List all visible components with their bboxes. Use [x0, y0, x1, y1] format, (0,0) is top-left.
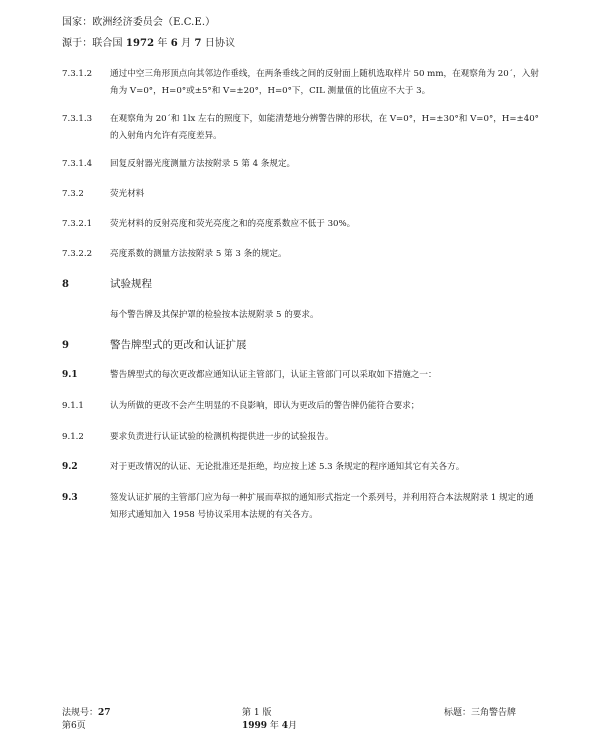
- header-source: 源于：联合国 1972 年 6 月 7 日协议: [62, 38, 236, 49]
- clause-text: 对于更改情况的认证、无论批准还是拒绝，均应按上述 5.3 条规定的程序通知其它有关各方。: [110, 462, 465, 472]
- clause-number: 9.3: [62, 493, 78, 503]
- header-country: 国家：欧洲经济委员会（E.C.E.）: [62, 17, 216, 28]
- clause-text: 签发认证扩展的主管部门应为每一种扩展而草拟的通知形式指定一个系列号，并利用符合本法规附录 1 规定的通知形式通知加入 1958 号协议采用本法规的有关各方。: [110, 493, 534, 520]
- clause-7-3-2-2: [62, 246, 542, 263]
- clause-text: 通过中空三角形顶点向其邻边作垂线，在两条垂线之间的反射面上随机选取样片 50 mm，在观察角为 20´，入射角为 V=0°，H=0°或±5°和 V=±20°，H=0°下，CIL 测量值的比值应不大于 3。: [110, 69, 539, 96]
- section-number: 9: [62, 340, 69, 351]
- clause-text: 在观察角为 20´和 1lx 左右的照度下，如能清楚地分辨警告牌的形状，在 V=0°，H=±30°和 V=0°，H=±40°的入射角内允许有亮度差异。: [110, 114, 539, 141]
- clause-text: 认为所做的更改不会产生明显的不良影响，即认为更改后的警告牌仍能符合要求；: [110, 401, 420, 411]
- clause-text: 亮度系数的测量方法按附录 5 第 3 条的规定。: [110, 249, 287, 259]
- section-number: 8: [62, 279, 69, 290]
- clause-number: 9.1: [62, 370, 78, 380]
- clause-number: 9.1.2: [62, 432, 84, 442]
- clause-number: 7.3.2: [62, 189, 84, 199]
- clause-text: 警告牌型式的每次更改都应通知认证主管部门，认证主管部门可以采取如下措施之一：: [110, 370, 437, 380]
- footer-edition: 第 1 版: [242, 708, 272, 718]
- clause-number: 7.3.2.2: [62, 249, 93, 259]
- clause-text: 荧光材料: [110, 189, 145, 199]
- clause-number: 9.1.1: [62, 401, 84, 411]
- clause-7-3-2: [62, 186, 542, 203]
- section-title: 警告牌型式的更改和认证扩展: [110, 339, 247, 351]
- section-title: 试验规程: [110, 278, 152, 290]
- clause-7-3-1-3: [62, 111, 542, 145]
- clause-9-2: [62, 459, 542, 476]
- footer-title: 标题：三角警告牌: [444, 708, 517, 718]
- clause-text: 每个警告牌及其保护罩的检验按本法规附录 5 的要求。: [110, 310, 319, 320]
- section-9-heading: [62, 337, 542, 354]
- clause-number: 7.3.1.3: [62, 114, 93, 124]
- clause-9-3: [62, 490, 542, 524]
- clause-number: 7.3.1.2: [62, 69, 93, 79]
- clause-number: [62, 307, 110, 324]
- footer-regulation: 法规号：27: [62, 708, 111, 718]
- clause-9-1-2: [62, 429, 542, 446]
- clause-7-3-1-4: [62, 156, 542, 173]
- clause-7-3-2-1: [62, 216, 542, 233]
- footer-page-number: 第6页: [62, 721, 86, 731]
- section-8-heading: [62, 276, 542, 293]
- clause-number: 9.2: [62, 462, 78, 472]
- clause-9-1: [62, 367, 542, 384]
- clause-text: 荧光材料的反射亮度和荧光亮度之和的亮度系数应不低于 30%。: [110, 219, 356, 229]
- clause-7-3-1-2: [62, 66, 542, 100]
- clause-9-1-1: [62, 398, 542, 415]
- footer-date: 1999 年 4月: [242, 721, 298, 731]
- clause-8-body: [62, 307, 542, 324]
- clause-number: 7.3.2.1: [62, 219, 93, 229]
- clause-number: 7.3.1.4: [62, 159, 93, 169]
- clause-text: 回复反射器光度测量方法按附录 5 第 4 条规定。: [110, 159, 296, 169]
- clause-text: 要求负责进行认证试验的检测机构提供进一步的试验报告。: [110, 432, 334, 442]
